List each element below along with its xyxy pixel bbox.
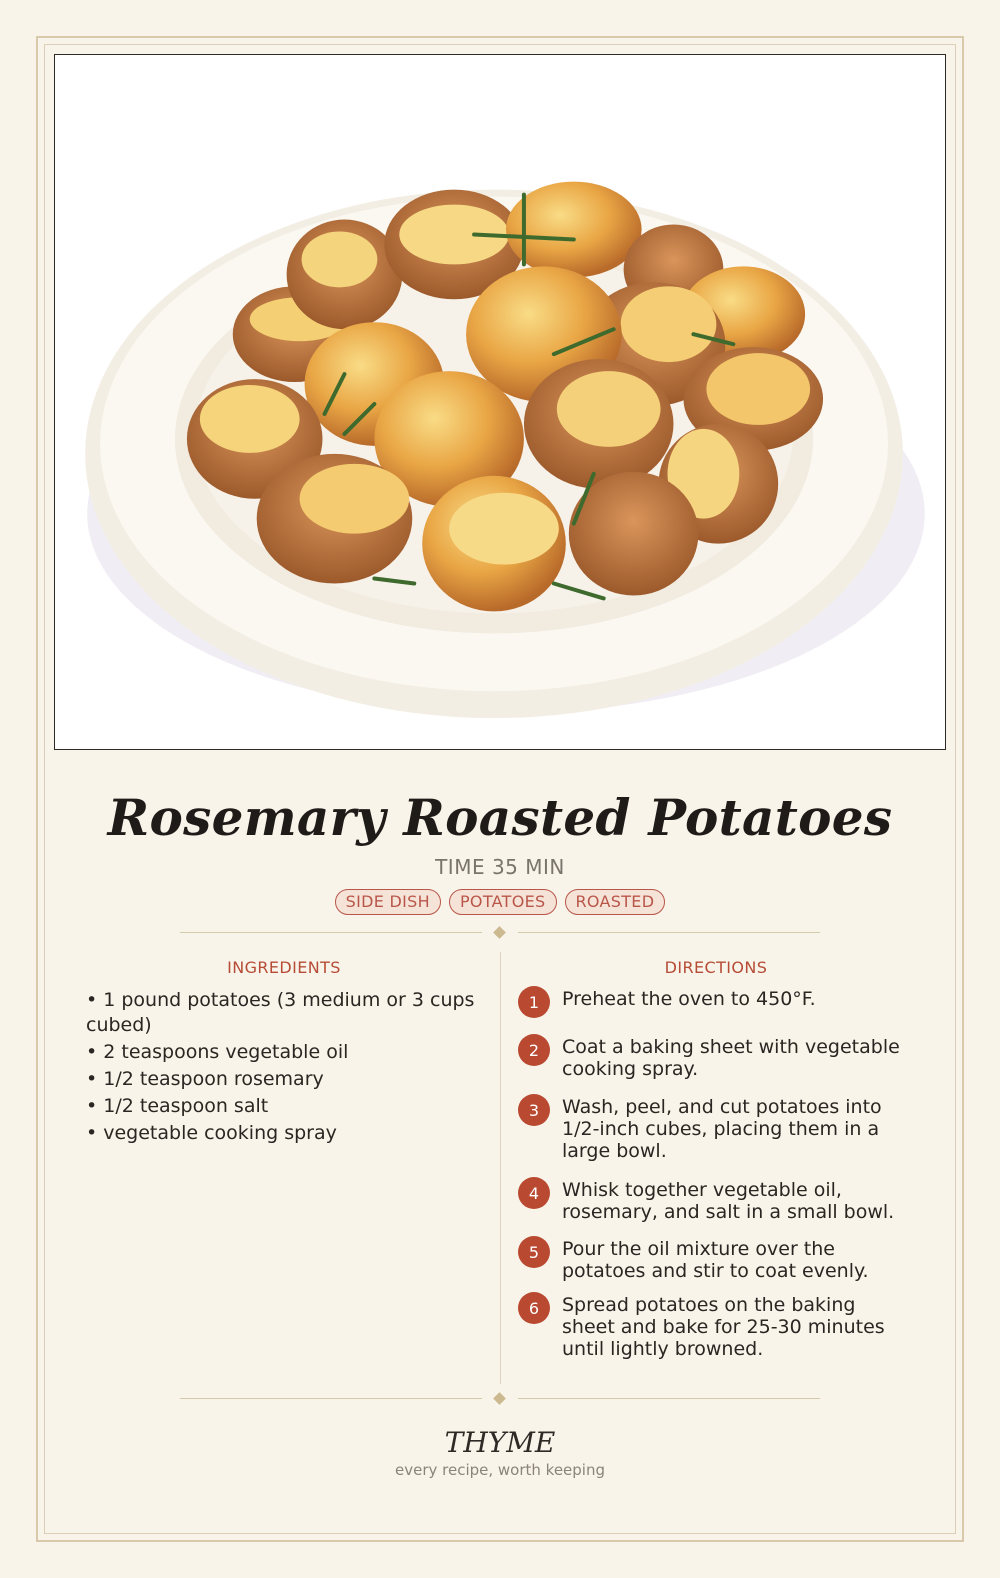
cook-time: TIME 35 MIN xyxy=(435,855,565,879)
direction-step xyxy=(518,988,907,1018)
tag-potatoes[interactable]: POTATOES xyxy=(449,889,557,915)
direction-step xyxy=(518,1294,907,1360)
step-number-badge: 2 xyxy=(518,1034,550,1066)
step-text: Wash, peel, and cut potatoes into 1/2-inch cubes, placing them in a large bowl. xyxy=(562,1096,882,1162)
tag-roasted[interactable]: ROASTED xyxy=(565,889,666,915)
direction-step xyxy=(518,1036,907,1080)
step-number-badge: 6 xyxy=(518,1292,550,1324)
tag-list xyxy=(0,889,1000,915)
divider-line-left xyxy=(180,932,482,933)
direction-step xyxy=(518,1238,907,1282)
brand-logo-text: THYME xyxy=(444,1426,556,1459)
step-number-badge: 3 xyxy=(518,1094,550,1126)
ingredient-item: • vegetable cooking spray xyxy=(86,1122,337,1144)
potatoes-plate-illustration xyxy=(55,55,945,749)
divider-line-left xyxy=(180,1398,482,1399)
step-number-badge: 1 xyxy=(518,986,550,1018)
directions-heading: DIRECTIONS xyxy=(664,958,768,977)
divider-diamond xyxy=(493,926,506,939)
ingredient-item: • 1/2 teaspoon rosemary xyxy=(86,1068,324,1090)
step-text: Whisk together vegetable oil, rosemary, and salt in a small bowl. xyxy=(562,1179,895,1223)
tag-side-dish[interactable]: SIDE DISH xyxy=(335,889,441,915)
top-divider xyxy=(180,927,820,939)
ingredient-item: • 1 pound potatoes (3 medium or 3 cups cubed) xyxy=(86,989,475,1036)
brand-tagline: every recipe, worth keeping xyxy=(394,1461,605,1479)
recipe-title: Rosemary Roasted Potatoes xyxy=(107,788,893,847)
step-text: Spread potatoes on the baking sheet and bake for 25-30 minutes until lightly browned. xyxy=(562,1294,885,1360)
step-text: Preheat the oven to 450°F. xyxy=(562,988,816,1010)
ingredient-item: • 2 teaspoons vegetable oil xyxy=(86,1041,349,1063)
divider-line-right xyxy=(518,932,820,933)
ingredient-item: • 1/2 teaspoon salt xyxy=(86,1095,269,1117)
column-separator xyxy=(500,952,501,1384)
recipe-photo xyxy=(54,54,946,750)
divider-diamond xyxy=(493,1392,506,1405)
step-text: Pour the oil mixture over the potatoes and stir to coat evenly. xyxy=(562,1238,869,1282)
step-text: Coat a baking sheet with vegetable cooking spray. xyxy=(562,1036,900,1080)
ingredients-list xyxy=(86,988,486,1148)
direction-step xyxy=(518,1096,907,1162)
ingredients-heading: INGREDIENTS xyxy=(227,958,341,977)
step-number-badge: 5 xyxy=(518,1236,550,1268)
divider-line-right xyxy=(518,1398,820,1399)
direction-step xyxy=(518,1179,907,1223)
step-number-badge: 4 xyxy=(518,1177,550,1209)
bottom-divider xyxy=(180,1393,820,1405)
